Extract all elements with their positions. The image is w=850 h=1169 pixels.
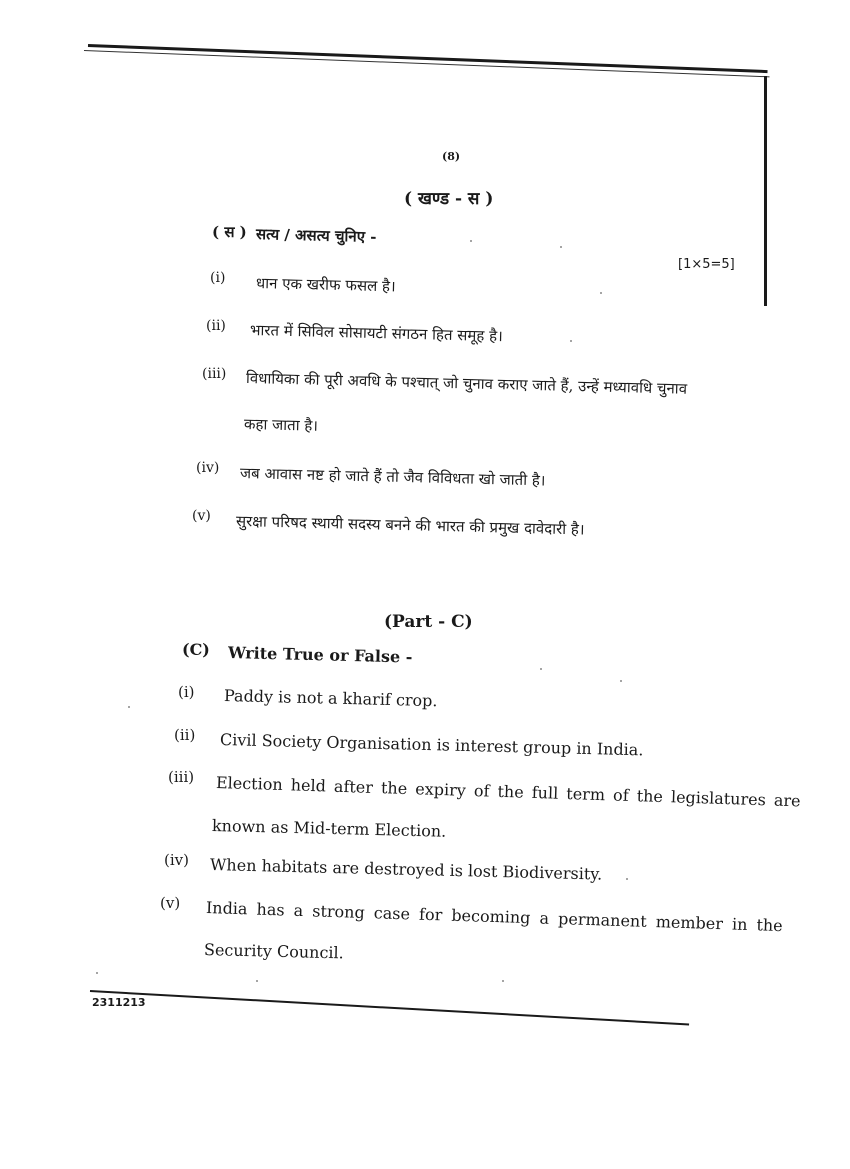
top-rule-thin [84,50,770,77]
hindi-item-text: सुरक्षा परिषद स्थायी सदस्य बनने की भारत की प्रमुख दावेदारी है। [235,512,585,539]
english-question-label: (C) [182,640,210,659]
english-item-text-continued: known as Mid-term Election. [211,816,447,841]
scan-speck [502,980,504,982]
hindi-question-label: ( स ) [212,223,247,241]
english-item-number: (iv) [164,851,189,869]
english-item-text-continued: Security Council. [203,940,344,963]
bottom-rule [90,990,689,1025]
hindi-item-text-continued: कहा जाता है। [243,415,319,435]
english-section-title: (Part - C) [384,612,473,632]
hindi-item-number: (ii) [206,318,226,334]
top-rule [88,44,768,73]
hindi-item-number: (iv) [196,460,220,476]
english-item-text: India has a strong case for becoming a permanent member in the [205,898,783,936]
scan-speck [570,340,572,342]
hindi-item-text: विधायिका की पूरी अवधि के पश्चात् जो चुनाव कराए जाते हैं, उन्हें मध्यावधि चुनाव [245,369,688,398]
english-question-heading: Write True or False - [227,643,413,667]
scan-speck [128,706,130,708]
english-item-text: Civil Society Organisation is interest group in India. [219,730,644,760]
hindi-item-text: भारत में सिविल सोसायटी संगठन हित समूह है। [249,321,503,346]
scan-speck [620,680,622,682]
hindi-item-text: जब आवास नष्ट हो जाते हैं तो जैव विविधता खो जाती है। [239,464,546,490]
scan-speck [560,246,562,248]
scan-speck [470,240,472,242]
scan-speck [600,292,602,294]
hindi-item-number: (v) [192,508,211,524]
right-page-edge [764,76,767,306]
hindi-item-text: धान एक खरीफ फसल है। [255,274,396,296]
english-item-number: (ii) [174,726,196,744]
paper-code: 2311213 [92,996,146,1009]
scan-speck [626,878,628,880]
english-item-text: Paddy is not a kharif crop. [223,686,438,711]
english-item-number: (i) [178,683,195,701]
english-item-text: When habitats are destroyed is lost Biodiversity. [209,855,603,884]
english-item-number: (iii) [168,768,195,786]
hindi-item-number: (iii) [202,366,227,382]
hindi-item-number: (i) [210,270,226,286]
hindi-question-heading: सत्य / असत्य चुनिए - [255,225,377,246]
english-item-number: (v) [160,894,181,912]
scan-speck [256,980,258,982]
english-item-text: Election held after the expiry of the full term of the legislatures are [215,773,801,811]
scan-speck [540,668,542,670]
hindi-section-title: ( खण्ड - स ) [404,189,494,209]
page-number: (8) [442,150,461,163]
marks-allocation: [1×5=5] [678,257,735,272]
scan-speck [96,972,98,974]
